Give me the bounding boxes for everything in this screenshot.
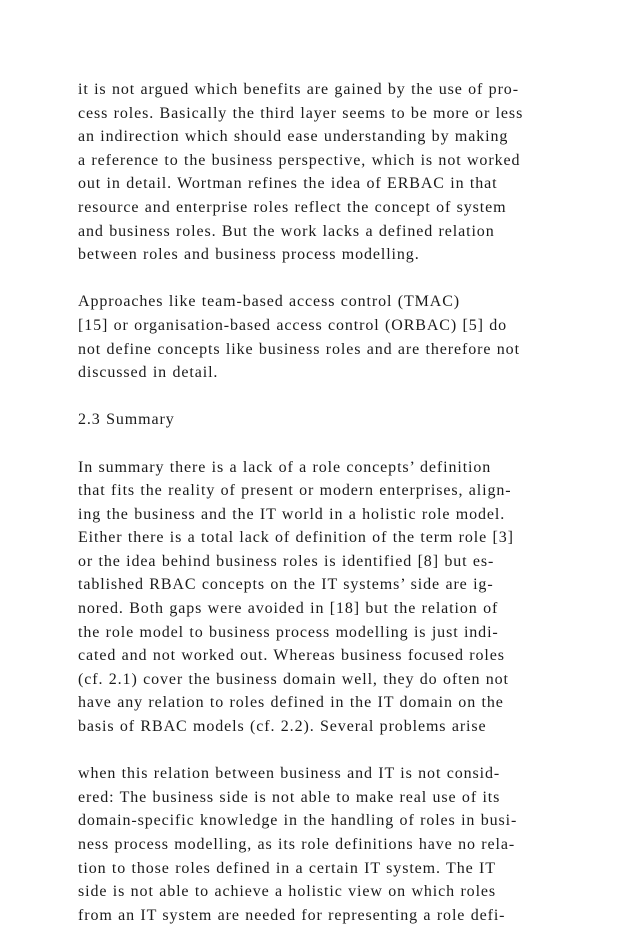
text-line: ered: The business side is not able to make real use of its [78,788,501,806]
section-heading: 2.3 Summary [78,411,175,429]
paragraph-4 [78,762,618,927]
text-line: tion to those roles defined in a certain IT system. The IT [78,859,496,877]
paragraph-gap [78,432,618,456]
text-line: resource and enterprise roles reflect the concept of system [78,198,507,216]
document-body [78,78,618,927]
text-line: cess roles. Basically the third layer seems to be more or less [78,104,524,122]
text-line: ness process modelling, as its role definitions have no rela- [78,836,516,853]
paragraph-1 [78,78,618,267]
text-line: from an IT system are needed for representing a role defi- [78,906,506,924]
paragraph-gap [78,267,618,291]
text-line: when this relation between business and IT is not consid- [78,765,501,783]
text-line: domain-specific knowledge in the handling of roles in busi- [78,812,518,830]
text-line: [15] or organisation-based access control (ORBAC) [5] do [78,316,508,334]
text-line: the role model to business process modelling is just indi- [78,623,499,641]
text-line: between roles and business process modelling. [78,246,420,264]
text-line: out in detail. Wortman refines the idea of ERBAC in that [78,175,498,193]
text-line: that fits the reality of present or modern enterprises, align- [78,482,512,500]
text-line: basis of RBAC models (cf. 2.2). Several problems arise [78,718,487,736]
text-line: discussed in detail. [78,364,219,382]
paragraph-3 [78,456,618,739]
text-line: ing the business and the IT world in a holistic role model. [78,505,506,523]
text-line: it is not argued which benefits are gained by the use of pro- [78,81,519,98]
text-line: and business roles. But the work lacks a defined relation [78,222,495,240]
text-line: In summary there is a lack of a role concepts’ definition [78,458,492,476]
text-line: cated and not worked out. Whereas business focused roles [78,647,505,665]
text-line: not define concepts like business roles and are therefore not [78,340,520,358]
text-line: side is not able to achieve a holistic view on which roles [78,883,497,901]
paragraph-2 [78,290,618,384]
text-line: tablished RBAC concepts on the IT systems’ side are ig- [78,576,494,594]
paragraph-gap [78,739,618,763]
text-line: nored. Both gaps were avoided in [18] but the relation of [78,600,499,618]
text-line: (cf. 2.1) cover the business domain well, they do often not [78,670,509,688]
text-line: or the idea behind business roles is identified [8] but es- [78,552,495,570]
text-line: Either there is a total lack of definition of the term role [3] [78,529,514,547]
text-line: have any relation to roles defined in the IT domain on the [78,694,504,712]
text-line: Approaches like team-based access control (TMAC) [78,293,461,311]
paragraph-gap [78,385,618,409]
text-line: an indirection which should ease understanding by making [78,128,509,146]
text-line: a reference to the business perspective, which is not worked [78,151,521,169]
